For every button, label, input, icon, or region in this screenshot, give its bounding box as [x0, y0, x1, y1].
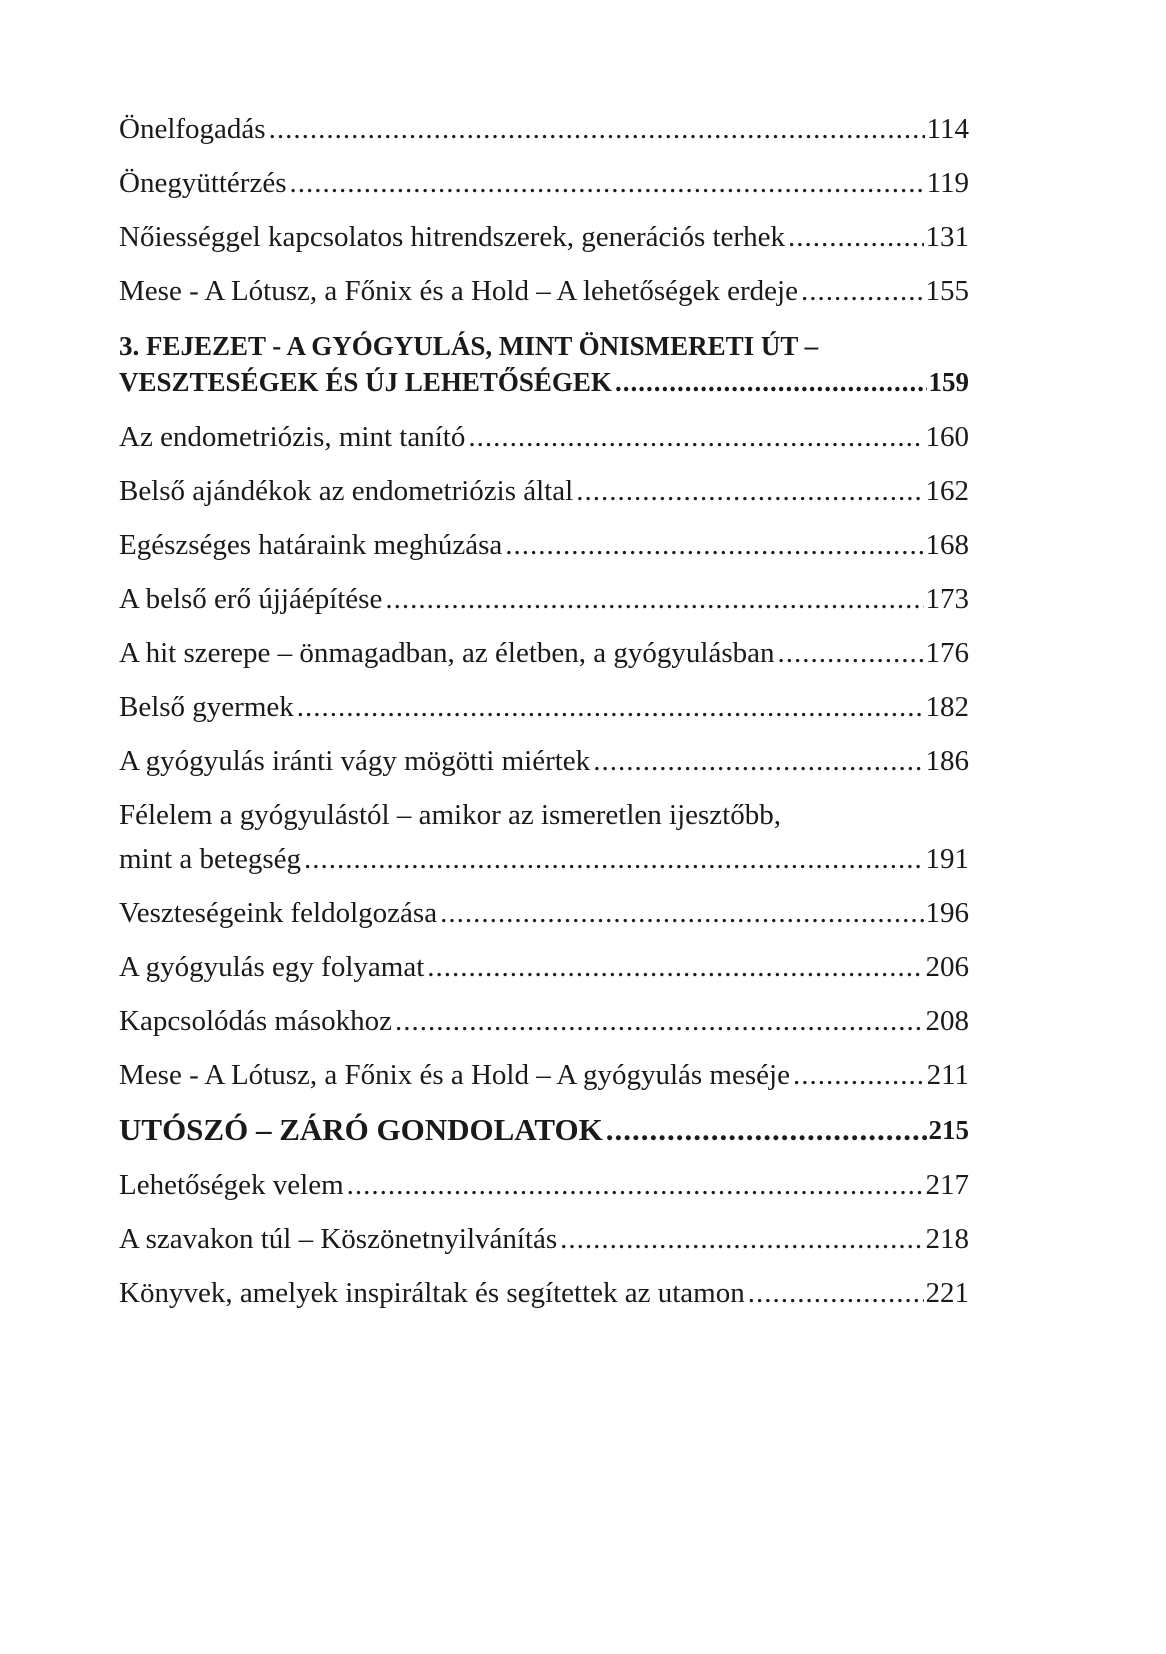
toc-entry-page: 218	[925, 1223, 969, 1255]
toc-entry-page: 155	[925, 275, 969, 307]
toc-entry-title: Az endometriózis, mint tanító	[119, 421, 466, 453]
dot-leader	[788, 220, 924, 254]
dot-leader	[395, 1004, 923, 1038]
chapter-page: 215	[928, 1115, 969, 1145]
dot-leader	[576, 474, 923, 508]
toc-entry-title: Mese - A Lótusz, a Főnix és a Hold – A gyógyulás meséje	[119, 1059, 790, 1091]
toc-entry-page: 211	[926, 1059, 969, 1091]
toc-entry-page: 176	[925, 637, 969, 669]
dot-leader	[560, 1222, 923, 1256]
toc-entry-title: Nőiességgel kapcsolatos hitrendszerek, generációs terhek	[119, 221, 785, 253]
toc-entry-page: 208	[925, 1005, 969, 1037]
toc-entry-title: Könyvek, amelyek inspiráltak és segítettek az utamon	[119, 1277, 745, 1309]
dot-leader	[748, 1276, 924, 1310]
toc-entry-page: 168	[925, 529, 969, 561]
toc-entry[interactable]	[119, 744, 969, 778]
toc-entry-title: A szavakon túl – Köszönetnyilvánítás	[119, 1223, 558, 1255]
toc-entry-page: 162	[925, 475, 969, 507]
toc-entry-title: Önelfogadás	[119, 113, 266, 145]
toc-entry-page: 217	[925, 1169, 969, 1201]
dot-leader	[297, 690, 924, 724]
dot-leader	[615, 364, 927, 400]
toc-entry[interactable]	[119, 582, 969, 616]
dot-leader	[468, 420, 923, 454]
chapter-page: 159	[928, 367, 969, 397]
chapter-title-line2: VESZTESÉGEK ÉS ÚJ LEHETŐSÉGEK	[119, 367, 612, 397]
chapter-title-row	[119, 364, 969, 400]
toc-entry-title: Mese - A Lótusz, a Főnix és a Hold – A lehetőségek erdeje	[119, 275, 798, 307]
toc-entry[interactable]	[119, 896, 969, 930]
toc-entry[interactable]	[119, 798, 969, 876]
toc-entry[interactable]	[119, 636, 969, 670]
toc-entry-page: 160	[925, 421, 969, 453]
toc-entry-page: 114	[926, 113, 969, 145]
toc-entry-page: 221	[925, 1277, 969, 1309]
toc-entry[interactable]	[119, 528, 969, 562]
dot-leader	[427, 950, 923, 984]
toc-entry-title: Kapcsolódás másokhoz	[119, 1005, 393, 1037]
toc-entry-page: 186	[925, 745, 969, 777]
toc-entry[interactable]	[119, 1276, 969, 1310]
toc-entry-title-line1: Félelem a gyógyulástól – amikor az ismeretlen ijesztőbb,	[119, 799, 781, 831]
toc-chapter-heading[interactable]	[119, 1112, 969, 1148]
dot-leader	[385, 582, 923, 616]
dot-leader	[606, 1112, 927, 1148]
toc-entry[interactable]	[119, 1168, 969, 1202]
toc-entry[interactable]	[119, 220, 969, 254]
toc-entry-page: 173	[925, 583, 969, 615]
table-of-contents	[119, 112, 969, 1330]
toc-entry-title: Önegyüttérzés	[119, 167, 287, 199]
toc-entry-title-line2: mint a betegség	[119, 843, 302, 875]
toc-entry-title: Veszteségeink feldolgozása	[119, 897, 438, 929]
toc-entry-title: A gyógyulás iránti vágy mögötti miértek	[119, 745, 591, 777]
toc-entry[interactable]	[119, 1058, 969, 1092]
toc-entry[interactable]	[119, 1222, 969, 1256]
dot-leader	[505, 528, 923, 562]
toc-entry-page: 131	[925, 221, 969, 253]
dot-leader	[778, 636, 924, 670]
dot-leader	[304, 842, 923, 876]
toc-entry-page: 119	[926, 167, 969, 199]
toc-entry-title: A hit szerepe – önmagadban, az életben, a gyógyulásban	[119, 637, 775, 669]
dot-leader	[290, 166, 925, 200]
toc-entry-page: 206	[925, 951, 969, 983]
toc-entry-page: 191	[925, 843, 969, 875]
toc-entry[interactable]	[119, 950, 969, 984]
dot-leader	[347, 1168, 924, 1202]
toc-entry[interactable]	[119, 1004, 969, 1038]
toc-chapter-heading[interactable]	[119, 328, 969, 400]
toc-entry-row	[119, 842, 969, 876]
dot-leader	[440, 896, 923, 930]
toc-entry-title: Belső ajándékok az endometriózis által	[119, 475, 574, 507]
toc-entry-title: A belső erő újjáépítése	[119, 583, 383, 615]
dot-leader	[793, 1058, 925, 1092]
toc-entry-title: A gyógyulás egy folyamat	[119, 951, 425, 983]
chapter-title: UTÓSZÓ – ZÁRÓ GONDOLATOK	[119, 1112, 603, 1147]
dot-leader	[593, 744, 923, 778]
chapter-title-line1: 3. FEJEZET - A GYÓGYULÁS, MINT ÖNISMERETI ÚT –	[119, 331, 819, 361]
toc-entry[interactable]	[119, 420, 969, 454]
toc-entry-page: 196	[925, 897, 969, 929]
toc-entry-title: Egészséges határaink meghúzása	[119, 529, 503, 561]
toc-entry-title: Lehetőségek velem	[119, 1169, 344, 1201]
toc-entry[interactable]	[119, 112, 969, 146]
toc-entry-page: 182	[925, 691, 969, 723]
toc-entry-title: Belső gyermek	[119, 691, 294, 723]
dot-leader	[269, 112, 925, 146]
toc-entry[interactable]	[119, 166, 969, 200]
dot-leader	[801, 274, 924, 308]
toc-entry[interactable]	[119, 690, 969, 724]
toc-entry[interactable]	[119, 274, 969, 308]
toc-entry[interactable]	[119, 474, 969, 508]
